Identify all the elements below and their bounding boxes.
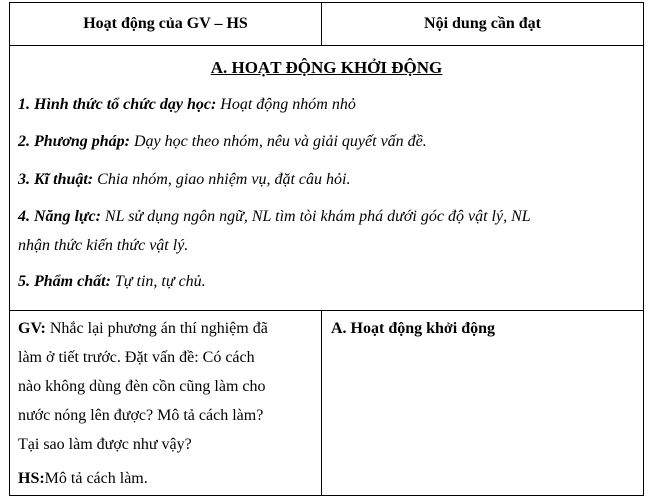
hs-line (18, 470, 314, 488)
activity-row (10, 311, 643, 495)
item-text: Tự tin, tự chủ. (110, 273, 206, 290)
item-text: NL sử dụng ngôn ngữ, NL tìm tòi khám phá dưới góc độ vật lý, NL (100, 208, 531, 225)
table-header-row (10, 3, 643, 46)
item-text: Hoạt động nhóm nhỏ (216, 96, 356, 113)
item-label: 3. Kĩ thuật: (18, 171, 94, 188)
gv-label: GV: (18, 320, 46, 337)
lesson-table (9, 2, 644, 496)
gv-line (18, 436, 314, 454)
item-organization-form (18, 96, 356, 114)
item-text-continuation: nhận thức kiến thức vật lý. (18, 237, 189, 254)
gv-text: nước nóng lên được? Mô tả cách làm? (18, 407, 264, 424)
hs-label: HS: (18, 470, 45, 487)
gv-text: làm ở tiết trước. Đặt vấn đề: Có cách (18, 349, 255, 366)
item-label: 4. Năng lực: (18, 208, 101, 225)
item-quality (18, 273, 206, 291)
gv-line (18, 378, 314, 396)
section-title: A. HOẠT ĐỘNG KHỞI ĐỘNG (210, 58, 443, 77)
gv-line (18, 320, 314, 338)
item-text: Dạy học theo nhóm, nêu và giải quyết vấn đề. (129, 133, 427, 150)
required-content-cell (322, 311, 643, 495)
item-competence-continuation (18, 237, 188, 255)
item-technique (18, 171, 350, 189)
header-required-content: Nội dung cần đạt (424, 15, 541, 32)
gv-line (18, 349, 314, 367)
gv-line (18, 407, 314, 425)
item-text: Chia nhóm, giao nhiệm vụ, đặt câu hỏi. (93, 171, 351, 188)
item-label: 1. Hình thức tổ chức dạy học: (18, 96, 217, 113)
item-label: 2. Phương pháp: (18, 133, 130, 150)
item-competence (18, 208, 531, 226)
teacher-student-cell (10, 311, 322, 495)
content-title: A. Hoạt động khởi động (331, 320, 496, 337)
gv-text: nào không dùng đèn cồn cũng làm cho (18, 378, 266, 395)
item-label: 5. Phẩm chất: (18, 273, 111, 290)
gv-text: Nhắc lại phương án thí nghiệm đã (45, 320, 268, 337)
gv-text: Tại sao làm được như vậy? (18, 436, 192, 453)
warmup-section (10, 46, 643, 311)
header-teacher-student-activity: Hoạt động của GV – HS (10, 3, 322, 45)
item-method (18, 133, 427, 151)
hs-text: Mô tả cách làm. (44, 470, 148, 487)
